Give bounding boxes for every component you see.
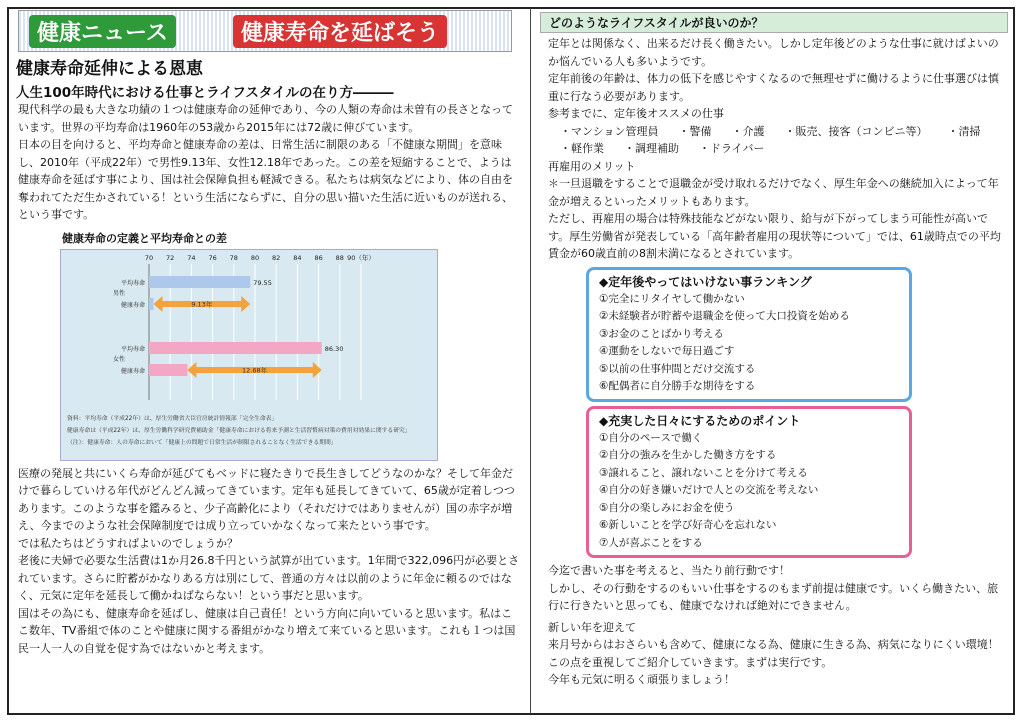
- difference-label: 9.13年: [191, 300, 213, 308]
- paragraph: 現代科学の最も大きな功績の１つは健康寿命の延伸であり、今の人類の寿命は未曽有の長さとなっています。世界の平均寿命は1960年の53歳から2015年には72歳に伸びています。: [18, 103, 513, 134]
- tick-label: 86: [314, 253, 323, 262]
- box-item: ②未経験者が貯蓄や退職金を使って大口投資を始める: [599, 310, 850, 322]
- article-subtitle: 人生100年時代における仕事とライフスタイルの在り方―――: [16, 85, 394, 101]
- paragraph: 再雇用のメリット: [548, 159, 636, 173]
- chart-svg: [61, 250, 437, 460]
- paragraph: では私たちはどうすればよいのでしょうか？: [18, 536, 238, 550]
- box-item: ⑥配偶者に自分勝手な期待をする: [599, 380, 756, 392]
- value-label: 86.30: [324, 344, 344, 353]
- category-label: 平均寿命: [120, 279, 145, 287]
- tick-label: 90（年）: [347, 253, 375, 262]
- right-column: [540, 12, 1008, 689]
- paragraph: しかし、その行動をするのもいい仕事をするのもまず前提は健康です。いくら働きたい、旅行に行きたいと思っても、健康でなければ絶対にできません。: [548, 581, 999, 612]
- box-heading: ◆定年後やってはいけない事ランキング: [599, 274, 812, 289]
- bar: [149, 276, 250, 288]
- chart-note: 健康寿命は（平成22年）は、厚生労働科学研究費補助金「健康寿命における将来予測と生活習慣病対策の費用対効果に関する研究」: [67, 427, 411, 434]
- paragraph: 定年とは関係なく、出来るだけ長く働きたい。しかし定年後どのような仕事に就けばよいのか悩んでいる人も多いようです。: [548, 37, 999, 68]
- column-divider: [530, 8, 531, 714]
- box-item: ④自分の好き嫌いだけで人との交流を考えない: [599, 484, 819, 496]
- tick-label: 80: [250, 253, 260, 262]
- category-label: 平均寿命: [120, 345, 145, 353]
- box-heading: ◆充実した日々にするためのポイント: [599, 413, 801, 428]
- job-item: ・調理補助: [624, 142, 679, 155]
- job-item: ・清掃: [947, 124, 981, 138]
- paragraph: 今迄で書いた事を考えると、当たり前行動です！: [548, 564, 790, 577]
- box-item: ①自分のペースで働く: [599, 431, 703, 444]
- dont-ranking-box: [586, 267, 912, 402]
- paragraph: 来月号からはおさらいも含めて、健康になる為、健康に生きる為、病気になりにくい環境！この点を重視してご紹介していきます。まずは実行です。: [548, 638, 999, 669]
- box-item: ②自分の強みを生かした働き方をする: [599, 449, 777, 461]
- group-label: 女性: [112, 355, 126, 363]
- job-list: [540, 123, 1008, 158]
- job-item: ・マンション管理員: [560, 124, 659, 138]
- box-item: ③お金のことばかり考える: [599, 327, 724, 340]
- box-item: ⑤以前の仕事仲間とだけ交流する: [599, 362, 756, 375]
- paragraph: 日本の目を向けると、平均寿命と健康寿命の差は、日常生活に制限のある「不健康な期間」を意味し、2010年（平成22年）で男性9.13年、女性12.18年であった。この差を短縮することで、ようは健康寿命を延ばす事により、国は社会保障負担も軽減できる。私たちは病気などにより、体の自由を奪われてただ生かされている！という生活にならずに、自分の思い描いた生活に近いものが送れる、という事です。: [18, 138, 513, 221]
- banner-headline: 健康寿命を延ばそう: [233, 15, 447, 48]
- paragraph: 医療の発展と共にいくら寿命が延びてもベッドに寝たきりで長生きしてどうなのかな？そして年金だけで暮らしていける年代がどんどん減ってきています。定年も延長してきていて、65歳が定着しつつあります。このような事を鑑みると、少子高齢化により（それだけではありませんが）国の赤字が増え、今までのような社会保障制度では成り立っていかなくなって来たという事です。: [18, 466, 515, 532]
- tick-label: 74: [187, 253, 196, 262]
- chart-title: 健康寿命の定義と平均寿命との差: [62, 231, 227, 245]
- left-column: [14, 10, 522, 657]
- tick-label: 72: [166, 253, 175, 262]
- bar: [149, 364, 187, 376]
- paragraph: 今年も元気に明るく頑張りましょう！: [548, 673, 735, 686]
- box-item: ⑥新しいことを学び好奇心を忘れない: [599, 519, 777, 531]
- value-label: 79.55: [253, 278, 272, 287]
- paragraph: 定年前後の年齢は、体力の低下を感じやすくなるので無理せずに働けるように仕事選びは慎重に行なう必要があります。: [548, 72, 999, 103]
- fulfilling-points-box: [586, 406, 912, 559]
- box-item: ④運動をしないで毎日過ごす: [599, 345, 735, 357]
- tick-label: 84: [293, 253, 302, 262]
- paragraph: ＊一旦退職をすることで退職金が受け取れるだけでなく、厚生年金への継続加入によって年金が増えるといったメリットもあります。: [548, 177, 999, 208]
- job-item: ・警備: [678, 124, 712, 138]
- category-label: 健康寿命: [120, 367, 145, 375]
- job-item: ・ドライバー: [699, 142, 765, 155]
- chart-note: （注）：健康寿命：人の寿命において「健康上の問題で日常生活が制限されることなく生活できる期間」: [67, 439, 337, 446]
- paragraph: 国はその為にも、健康寿命を延ばし、健康は自己責任！という方向に向いていると思います。私はここ数年、TV番組で体のことや健康に関する番組がかなり増えて来ていると思います。これも１つは国民一人一人の自覚を促す為ではないかと考えます。: [18, 606, 516, 655]
- box-item: ③譲れること、譲れないことを分けて考える: [599, 466, 808, 479]
- paragraph: 参考までに、定年後オススメの仕事: [548, 107, 724, 120]
- tick-label: 76: [208, 253, 217, 262]
- newsletter-banner: [18, 10, 512, 52]
- category-label: 健康寿命: [120, 301, 145, 309]
- tick-label: 70: [144, 253, 154, 262]
- job-item: ・介護: [731, 124, 765, 138]
- chart-note: 資料：平均寿命（平成22年）は、厚生労働省大臣官房統計情報部「完全生命表」: [67, 415, 278, 422]
- box-item: ⑤自分の楽しみにお金を使う: [599, 501, 735, 514]
- lifespan-chart: [60, 249, 438, 461]
- tick-label: 82: [272, 253, 281, 262]
- bar: [149, 298, 153, 310]
- tick-label: 78: [229, 253, 238, 262]
- job-item: ・軽作業: [560, 142, 604, 155]
- box-item: ⑦人が喜ぶことをする: [599, 536, 703, 549]
- paragraph: ただし、再雇用の場合は特殊技能などがない限り、給与が下がってしまう可能性が高いです。厚生労働省が発表している「高年齢者雇用の現状等について」では、61歳時点での平均賃金が60歳直前の8割未満になるとされています。: [548, 212, 1001, 260]
- tick-label: 88: [335, 253, 344, 262]
- group-label: 男性: [112, 289, 126, 297]
- box-item: ①完全にリタイヤして働かない: [599, 292, 745, 305]
- section-heading: どのようなライフスタイルが良いのか？: [540, 12, 1008, 33]
- banner-label: 健康ニュース: [29, 15, 176, 48]
- article-title: 健康寿命延伸による恩恵: [16, 59, 203, 79]
- difference-label: 12.68年: [242, 366, 268, 374]
- paragraph: 新しい年を迎えて: [548, 620, 636, 634]
- bar: [149, 342, 322, 354]
- job-item: ・販売、接客（コンビニ等）: [784, 124, 928, 138]
- paragraph: 老後に夫婦で必要な生活費は1か月26.8千円という試算が出ています。1年間で322,096円が必要とされています。さらに貯蓄がかなりある方は別にして、普通の方々は以前のように年金に頼るのではなく、元気に定年を延長して働かねばならない！という事だと思います。: [18, 554, 520, 602]
